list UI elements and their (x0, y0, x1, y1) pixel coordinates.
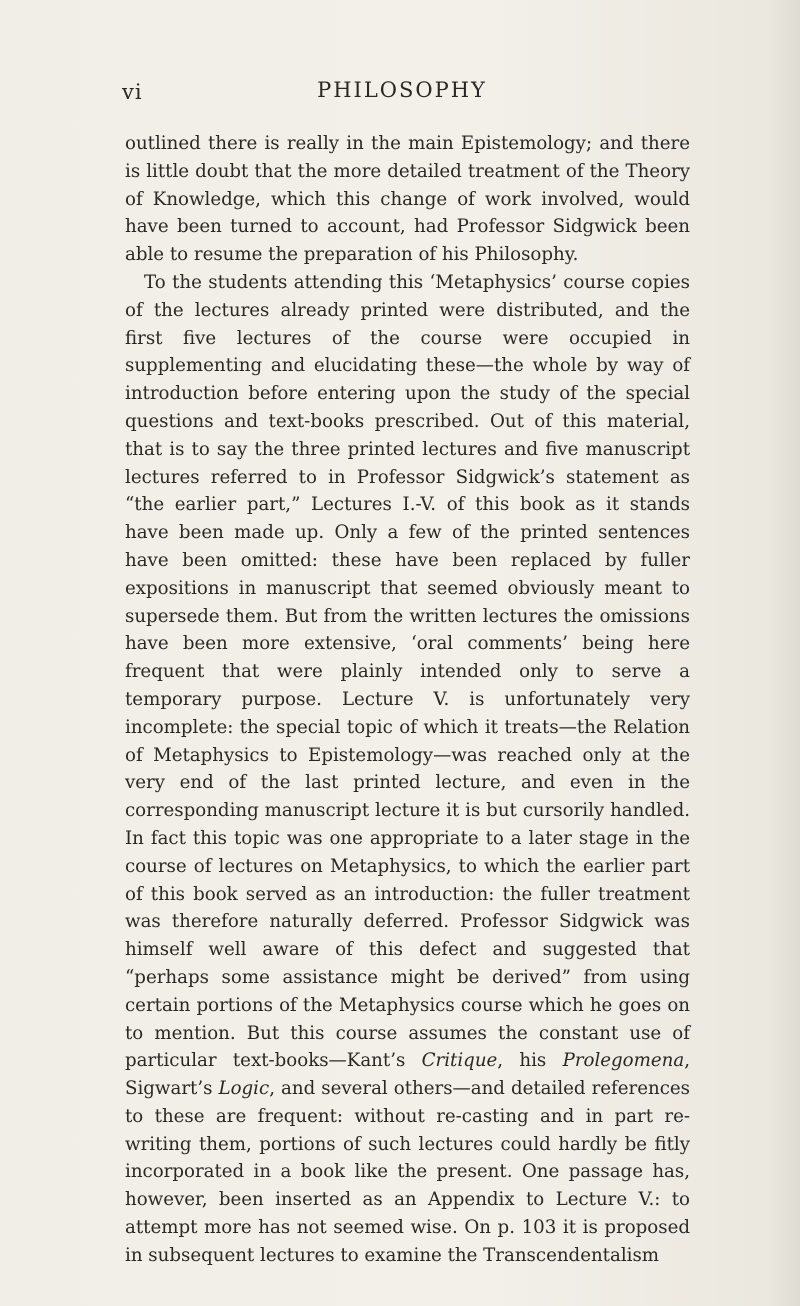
text-segment: outlined there is really in the main Epistemology; and there is little doubt that the more detailed treatment of the Theory of Knowledge, which this change of work involved, would have been turned to account, had Professor Sidgwick been able to resume the preparation of his Philosophy. (125, 133, 690, 266)
text-segment: , Sigwart’s (125, 1050, 690, 1100)
text-segment: , and several others—and detailed references to these are frequent: without re-casting and in part re-writing them, portions of such lectures could hardly be fitly incorporated in a book like the present. One passage has, however, been inserted as an Appendix to Lecture V.: to attempt more has not seemed wise. On p. 103 it is proposed in subsequent lectures to examine the Transcendentalism (125, 1078, 691, 1266)
running-head: PHILOSOPHY (317, 78, 487, 102)
paragraph-1 (125, 130, 690, 269)
italic-title-prolegomena: Prolegomena (562, 1050, 685, 1072)
text-segment: To the students attending this ‘Metaphysics’ course copies of the lectures already printed were distributed, and the first five lectures of the course were occupied in supplementing and elucidating these—the whole by way of introduction before entering upon the study of the special questions and text-books prescribed. Out of this material, that is to say the three printed lectures and five manuscript lectures referred to in Professor Sidgwick’s statement as “the earlier part,” Lectures I.-V. of this book as it stands have been made up. Only a few of the printed sentences have been omitted: these have been replaced by fuller expositions in manuscript that seemed obviously meant to supersede them. But from the written lectures the omissions have been more extensive, ‘oral comments’ being here frequent that were plainly intended only to serve a temporary purpose. Lecture V. is unfortunately very incomplete: the special topic of which it treats—the Relation of Metaphysics to Epistemology—was reached only at the very end of the last printed lecture, and even in the corresponding manuscript lecture it is but cursorily handled. In fact this topic was one appropriate to a later stage in the course of lectures on Metaphysics, to which the earlier part of this book served as an introduction: the fuller treatment was therefore naturally deferred. Professor Sidgwick was himself well aware of this defect and suggested that “perhaps some assistance might be derived” from using certain portions of the Metaphysics course which he goes on to mention. But this course assumes the constant use of particular text-books—Kant’s (125, 271, 690, 1072)
page-number: vi (122, 80, 143, 104)
body-text (125, 130, 690, 1270)
italic-title-critique: Critique (421, 1050, 498, 1072)
page-header (122, 78, 682, 108)
text-segment: , his (497, 1050, 563, 1072)
paragraph-2 (125, 269, 690, 1270)
italic-title-logic: Logic (218, 1078, 270, 1100)
